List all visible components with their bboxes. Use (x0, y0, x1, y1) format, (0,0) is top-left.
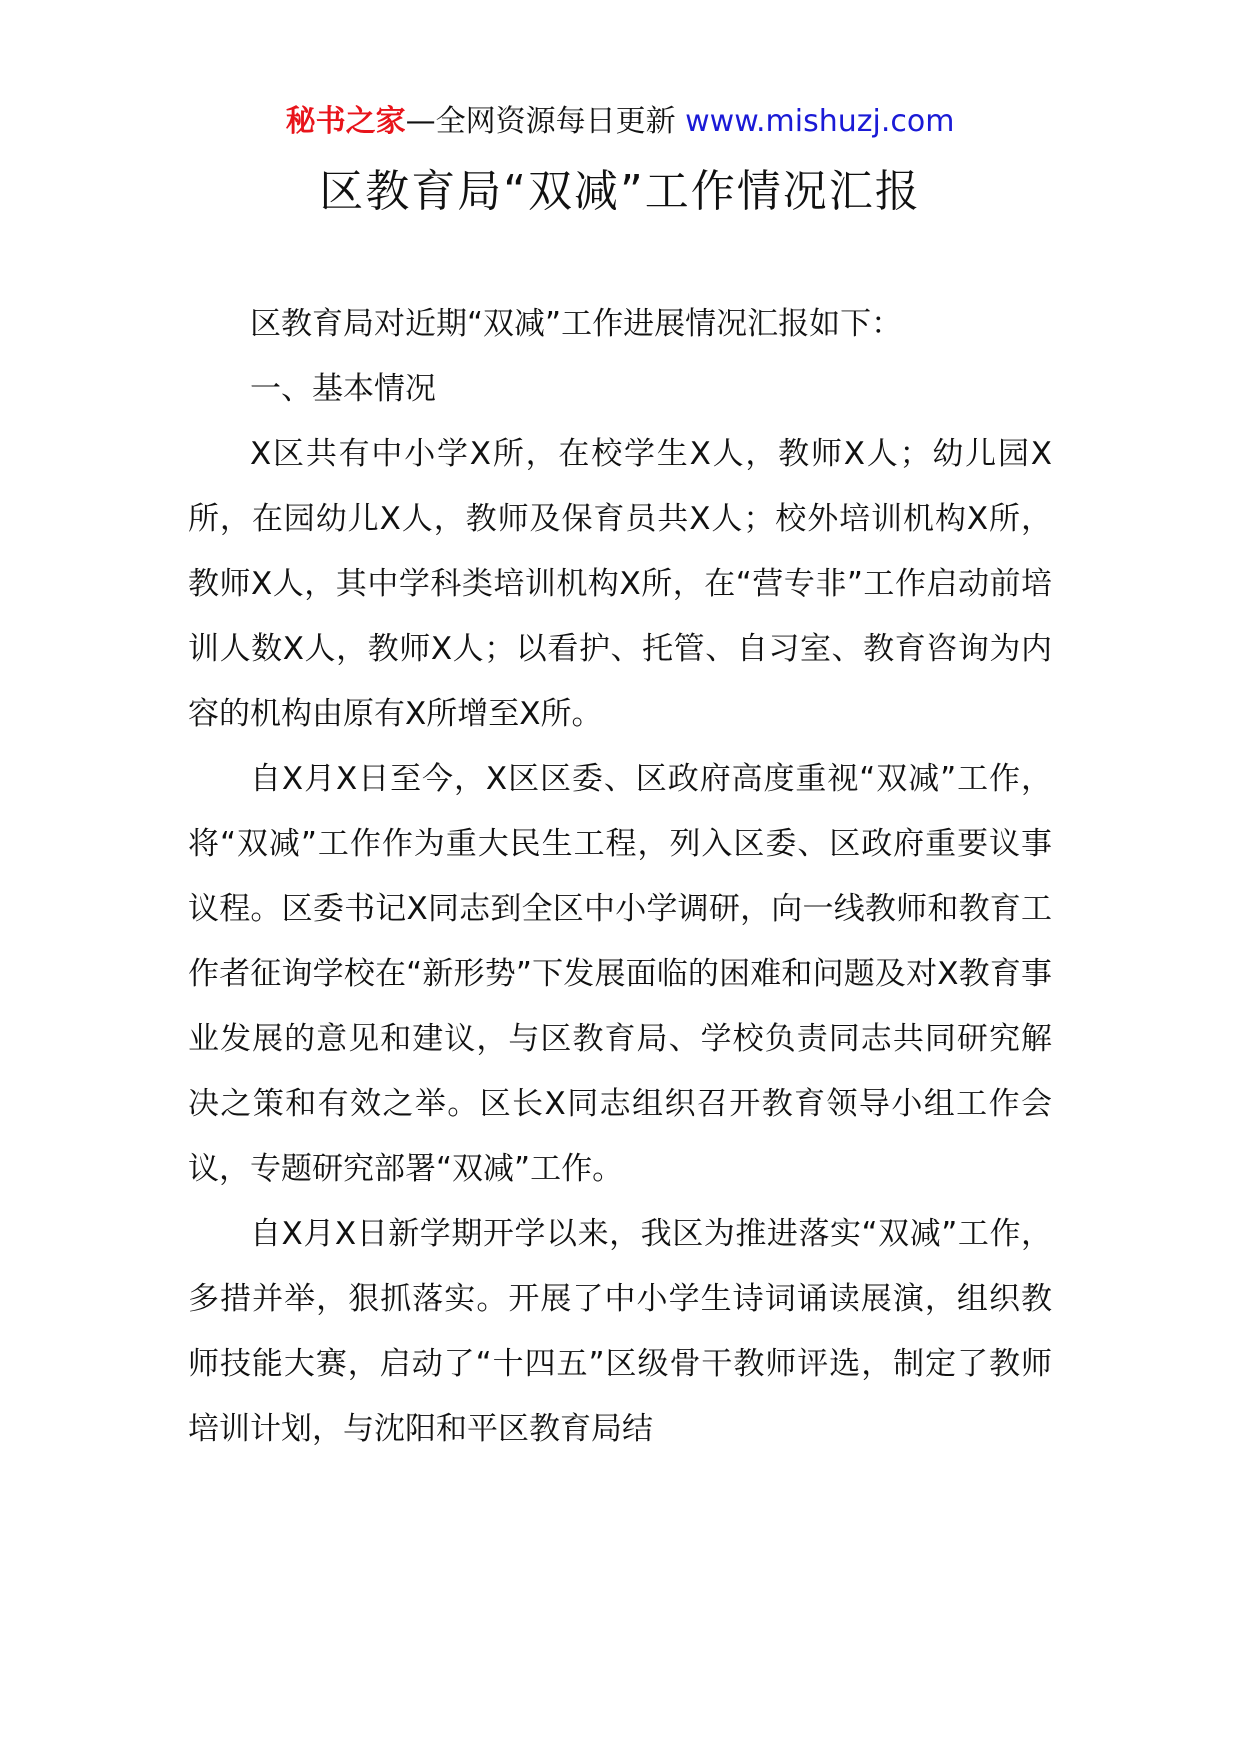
brand-name: 秘书之家 (285, 104, 406, 139)
tagline: —全网资源每日更新 (405, 104, 686, 139)
paragraph: X区共有中小学X所，在校学生X人，教师X人；幼儿园X所，在园幼儿X人，教师及保育员共X人；校外培训机构X所，教师X人，其中学科类培训机构X所，在“营专非”工作启动前培训人数X人，教师X人；以看护、托管、自习室、教育咨询为内容的机构由原有X所增至X所。 (188, 436, 1052, 732)
document-body (188, 292, 1052, 1462)
document-title: 区教育局“双减”工作情况汇报 (319, 166, 921, 217)
paragraph: 自X月X日新学期开学以来，我区为推进落实“双减”工作，多措并举，狠抓落实。开展了中小学生诗词诵读展演，组织教师技能大赛，启动了“十四五”区级骨干教师评选，制定了教师培训计划，与沈阳和平区教育局结 (188, 1216, 1052, 1447)
site-header (0, 100, 1240, 144)
intro-paragraph: 区教育局对近期“双减”工作进展情况汇报如下： (250, 306, 903, 342)
paragraph: 自X月X日至今，X区区委、区政府高度重视“双减”工作，将“双减”工作作为重大民生工程，列入区委、区政府重要议事议程。区委书记X同志到全区中小学调研，向一线教师和教育工作者征询学校在“新形势”下发展面临的困难和问题及对X教育事业发展的意见和建议，与区教育局、学校负责同志共同研究解决之策和有效之举。区长X同志组织召开教育领导小组工作会议，专题研究部署“双减”工作。 (188, 761, 1052, 1187)
section-heading: 一、基本情况 (250, 371, 436, 407)
site-url-link[interactable]: www.mishuzj.com (685, 104, 955, 139)
